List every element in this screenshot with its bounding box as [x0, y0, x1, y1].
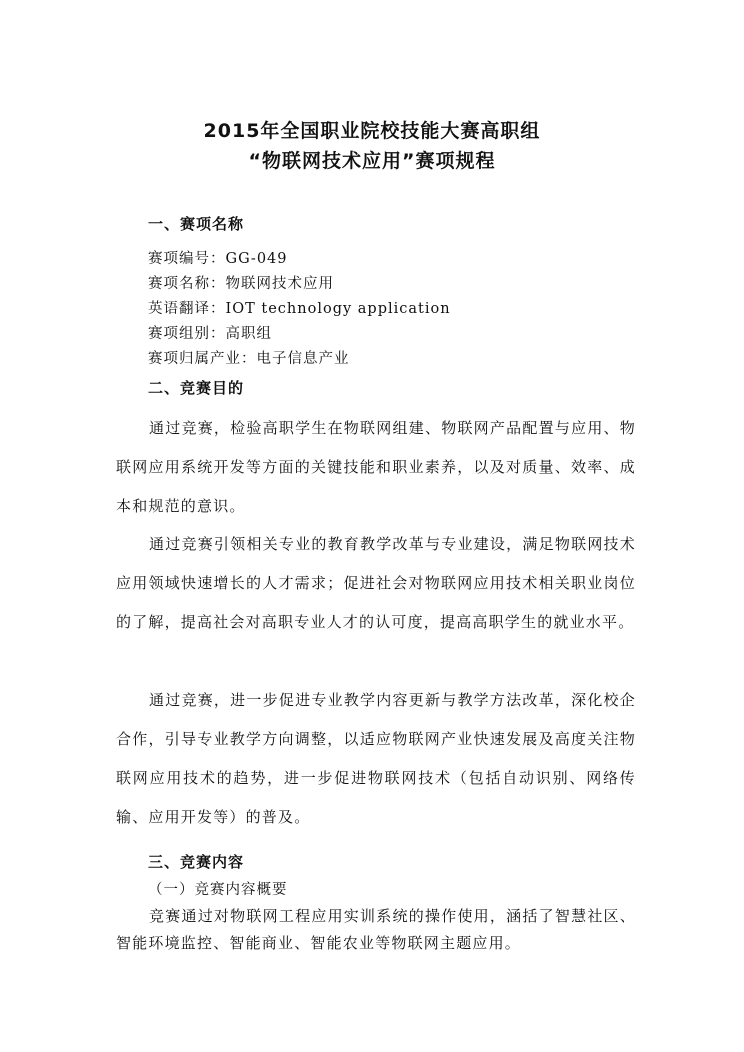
section1-heading: 一、赛项名称: [148, 215, 245, 233]
section2-paragraph-3: 通过竞赛，进一步促进专业教学内容更新与教学方法改革，深化校企合作，引导专业教学方向调整，以适应物联网产业快速发展及高度关注物联网应用技术的趋势，进一步促进物联网技术（包括自动识别、网络传输、应用开发等）的普及。: [116, 691, 636, 826]
section3-heading: 三、竞赛内容: [148, 853, 245, 871]
section3-subheading: （一）竞赛内容概要: [148, 882, 288, 898]
section2-paragraph-1: 通过竞赛，检验高职学生在物联网组建、物联网产品配置与应用、物联网应用系统开发等方面的关键技能和职业素养，以及对质量、效率、成本和规范的意识。: [116, 419, 636, 515]
event-industry-line: 赛项归属产业：电子信息产业: [148, 351, 350, 367]
event-name-line: 赛项名称：物联网技术应用: [148, 276, 334, 292]
document-title-line1: 2015年全国职业院校技能大赛高职组: [203, 120, 541, 142]
section2-paragraph-2: 通过竞赛引领相关专业的教育教学改革与专业建设，满足物联网技术应用领域快速增长的人才需求；促进社会对物联网应用技术相关职业岗位的了解，提高社会对高职专业人才的认可度，提高高职学生的就业水平。: [116, 535, 636, 631]
event-group-line: 赛项组别：高职组: [148, 326, 272, 342]
section3-paragraph: 竞赛通过对物联网工程应用实训系统的操作使用，涵括了智慧社区、智能环境监控、智能商业、智能农业等物联网主题应用。: [116, 907, 636, 952]
event-number-line: 赛项编号：GG-049: [148, 251, 288, 267]
english-translation-line: 英语翻译：IOT technology application: [148, 301, 451, 317]
section2-heading: 二、竞赛目的: [148, 379, 245, 397]
document-title-line2: “物联网技术应用”赛项规程: [248, 150, 496, 172]
